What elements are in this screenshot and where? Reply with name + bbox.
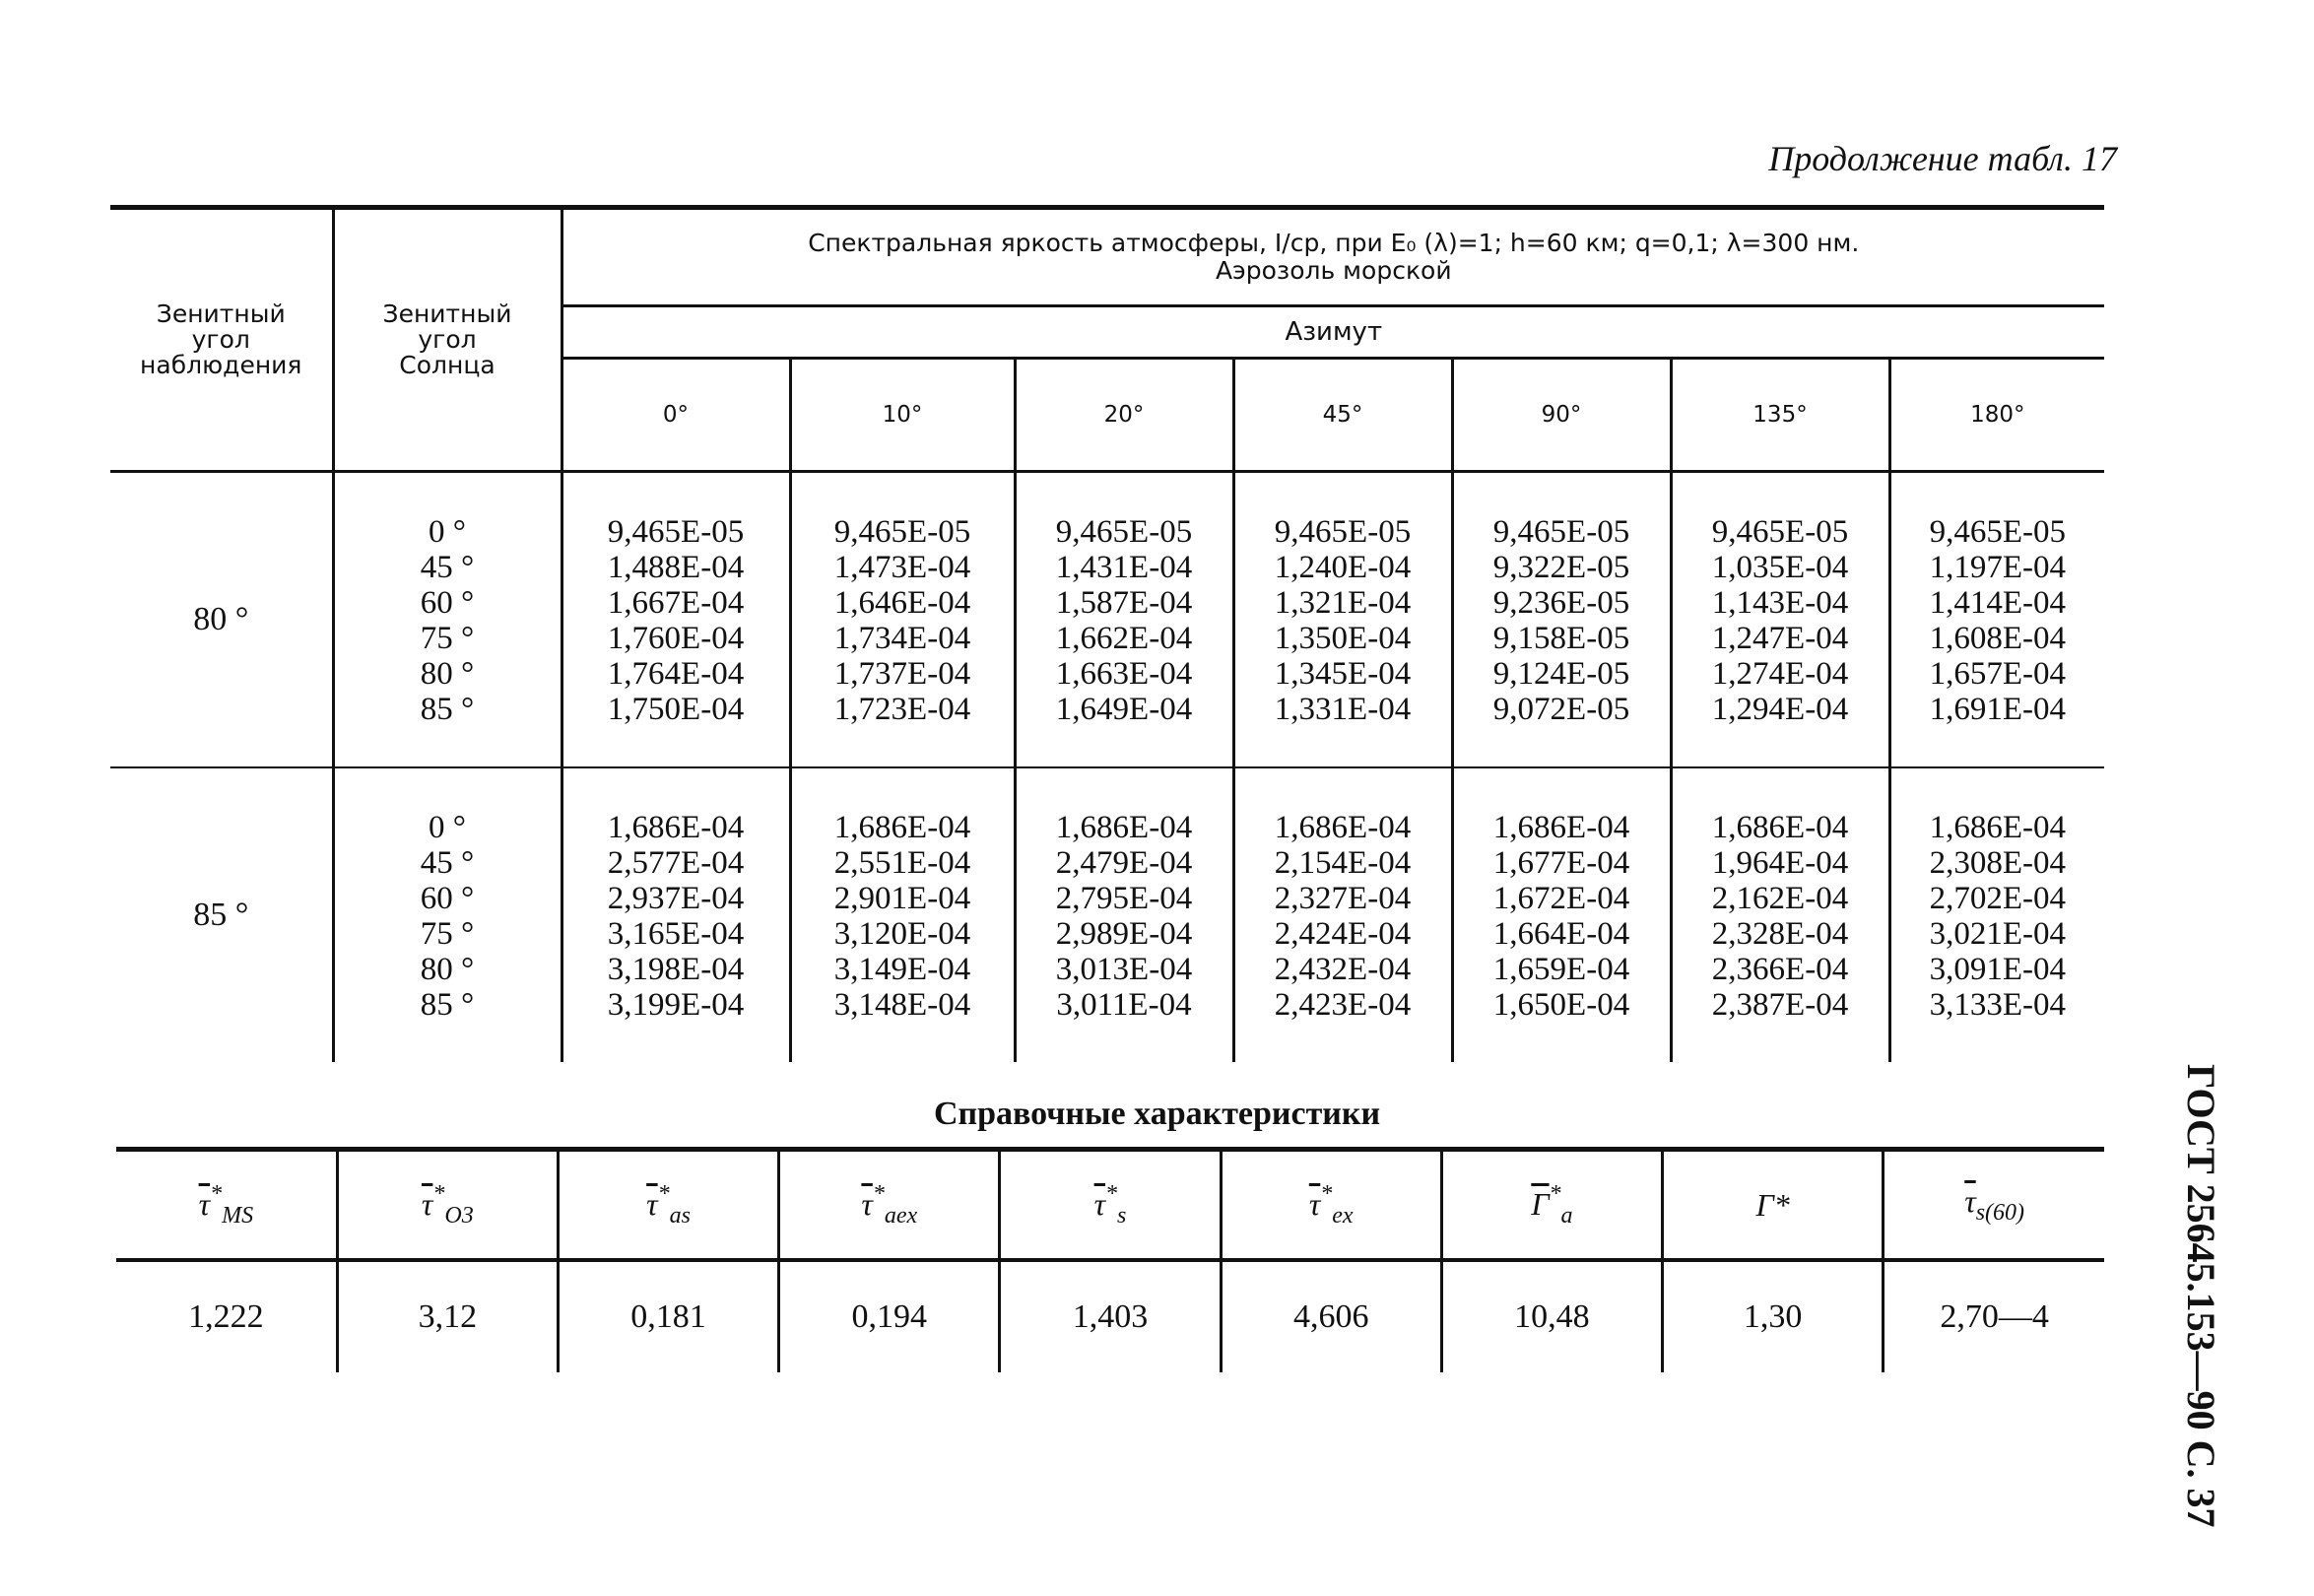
brightness-value: 2,423E-04 xyxy=(1274,987,1412,1023)
brightness-value: 3,120E-04 xyxy=(833,916,971,952)
reference-symbol: $\overline{\tau}$ xyxy=(198,1185,211,1222)
spectral-title-line1: Спектральная яркость атмосферы, I/ср, при E₀ (λ)=1; h=60 км; q=0,1; λ=300 нм. xyxy=(808,229,1860,257)
sun-angle-list xyxy=(333,768,562,1062)
brightness-value: 2,308E-04 xyxy=(1929,845,2066,881)
value-column xyxy=(562,472,790,768)
value-column xyxy=(1671,472,1889,768)
brightness-value: 1,734E-04 xyxy=(833,621,971,656)
brightness-value: 3,165E-04 xyxy=(607,916,745,952)
reference-symbol-sub: s(60) xyxy=(1975,1200,2025,1226)
spectral-brightness-table xyxy=(110,205,2104,1062)
reference-symbol-sup: * xyxy=(657,1180,670,1207)
reference-symbol: $\overline{\tau}$ xyxy=(861,1185,873,1222)
azimuth-col-header: 180° xyxy=(1889,359,2104,472)
azimuth-col-header: 10° xyxy=(790,359,1015,472)
brightness-value: 1,686E-04 xyxy=(1274,810,1412,845)
brightness-value: 1,294E-04 xyxy=(1711,692,1849,727)
brightness-value: 3,149E-04 xyxy=(833,952,971,987)
brightness-value: 9,465E-05 xyxy=(1055,514,1193,550)
spectral-title xyxy=(562,208,2104,306)
brightness-value: 1,331E-04 xyxy=(1274,692,1412,727)
brightness-value: 1,247E-04 xyxy=(1711,621,1849,656)
brightness-value: 2,432E-04 xyxy=(1274,952,1412,987)
brightness-value: 3,133E-04 xyxy=(1929,987,2066,1023)
value-column xyxy=(790,472,1015,768)
brightness-value: 2,328E-04 xyxy=(1711,916,1849,952)
value-column xyxy=(790,768,1015,1062)
brightness-value: 2,937E-04 xyxy=(607,881,745,916)
brightness-value: 1,750E-04 xyxy=(607,692,745,727)
sun-angle: 75 ° xyxy=(420,916,475,952)
reference-symbol: Γ* xyxy=(1755,1186,1790,1223)
sun-angle: 0 ° xyxy=(429,810,466,845)
brightness-value: 2,424E-04 xyxy=(1274,916,1412,952)
reference-value: 4,606 xyxy=(1221,1260,1441,1372)
value-column xyxy=(1015,472,1233,768)
reference-symbol: $\overline{\tau}$ xyxy=(646,1185,658,1222)
sun-angle: 45 ° xyxy=(420,550,475,585)
reference-symbol: $\overline{\tau}$ xyxy=(1964,1183,1976,1219)
reference-header xyxy=(1221,1150,1441,1261)
reference-header xyxy=(337,1150,558,1261)
brightness-value: 1,649E-04 xyxy=(1055,692,1193,727)
brightness-value: 2,795E-04 xyxy=(1055,881,1193,916)
azimuth-col-header: 0° xyxy=(562,359,790,472)
brightness-value: 1,473E-04 xyxy=(833,550,971,585)
brightness-value: 1,608E-04 xyxy=(1929,621,2066,656)
observation-angle: 80 ° xyxy=(110,472,333,768)
sun-angle: 85 ° xyxy=(420,987,475,1023)
value-column xyxy=(562,768,790,1062)
brightness-value: 3,198E-04 xyxy=(607,952,745,987)
brightness-value: 2,162E-04 xyxy=(1711,881,1849,916)
reference-value: 3,12 xyxy=(337,1260,558,1372)
brightness-value: 1,274E-04 xyxy=(1711,656,1849,692)
brightness-value: 1,646E-04 xyxy=(833,585,971,621)
brightness-value: 1,663E-04 xyxy=(1055,656,1193,692)
brightness-value: 9,465E-05 xyxy=(1274,514,1412,550)
brightness-value: 1,760E-04 xyxy=(607,621,745,656)
brightness-value: 3,199E-04 xyxy=(607,987,745,1023)
brightness-value: 3,013E-04 xyxy=(1055,952,1193,987)
brightness-value: 9,322E-05 xyxy=(1492,550,1630,585)
brightness-value: 1,664E-04 xyxy=(1492,916,1630,952)
brightness-value: 2,479E-04 xyxy=(1055,845,1193,881)
reference-symbol: $\overline{\tau}$ xyxy=(1093,1185,1106,1222)
sun-angle: 80 ° xyxy=(420,952,475,987)
table-continuation-caption: Продолжение табл. 17 xyxy=(1768,139,2117,178)
reference-value: 2,70—4 xyxy=(1940,1298,2049,1335)
observation-angle: 85 ° xyxy=(110,768,333,1062)
azimuth-col-header: 20° xyxy=(1015,359,1233,472)
brightness-value: 1,686E-04 xyxy=(1492,810,1630,845)
reference-header xyxy=(1441,1150,1662,1261)
brightness-value: 1,659E-04 xyxy=(1492,952,1630,987)
brightness-value: 1,686E-04 xyxy=(1929,810,2066,845)
reference-symbol-sub: aex xyxy=(884,1202,918,1229)
reference-symbol-sup: * xyxy=(1320,1180,1333,1207)
brightness-value: 1,686E-04 xyxy=(833,810,971,845)
sun-angle: 75 ° xyxy=(420,621,475,656)
value-column xyxy=(1452,472,1671,768)
brightness-value: 2,327E-04 xyxy=(1274,881,1412,916)
brightness-value: 1,431E-04 xyxy=(1055,550,1193,585)
reference-symbol-sup: * xyxy=(872,1180,885,1207)
brightness-value: 3,011E-04 xyxy=(1056,987,1192,1023)
azimuth-col-header: 45° xyxy=(1233,359,1452,472)
reference-header xyxy=(1663,1150,1884,1261)
brightness-value: 1,686E-04 xyxy=(1055,810,1193,845)
reference-value: 1,222 xyxy=(116,1260,337,1372)
brightness-value: 3,021E-04 xyxy=(1929,916,2066,952)
reference-header xyxy=(116,1150,337,1261)
brightness-value: 3,091E-04 xyxy=(1929,952,2066,987)
brightness-value: 1,345E-04 xyxy=(1274,656,1412,692)
sun-angle: 80 ° xyxy=(420,656,475,692)
brightness-value: 1,964E-04 xyxy=(1711,845,1849,881)
brightness-value: 1,723E-04 xyxy=(833,692,971,727)
brightness-value: 2,551E-04 xyxy=(833,845,971,881)
brightness-value: 1,686E-04 xyxy=(607,810,745,845)
brightness-value: 9,465E-05 xyxy=(607,514,745,550)
reference-value: 1,403 xyxy=(1000,1260,1221,1372)
brightness-value: 2,366E-04 xyxy=(1711,952,1849,987)
reference-symbol-sub: O3 xyxy=(444,1202,474,1229)
brightness-value: 1,197E-04 xyxy=(1929,550,2066,585)
reference-value: 0,194 xyxy=(779,1260,1000,1372)
sun-angle: 60 ° xyxy=(420,585,475,621)
reference-value: 1,30 xyxy=(1663,1260,1884,1372)
brightness-value: 1,667E-04 xyxy=(607,585,745,621)
reference-value: 10,48 xyxy=(1441,1260,1662,1372)
reference-header xyxy=(779,1150,1000,1261)
brightness-value: 1,691E-04 xyxy=(1929,692,2066,727)
reference-symbol-sub: MS xyxy=(222,1202,254,1229)
brightness-value: 9,465E-05 xyxy=(1492,514,1630,550)
col-header-sun-zenith xyxy=(333,208,562,472)
brightness-value: 1,672E-04 xyxy=(1492,881,1630,916)
brightness-value: 9,465E-05 xyxy=(833,514,971,550)
azimuth-col-header: 90° xyxy=(1452,359,1671,472)
brightness-value: 1,587E-04 xyxy=(1055,585,1193,621)
azimuth-col-header: 135° xyxy=(1671,359,1889,472)
reference-header xyxy=(558,1150,778,1261)
reference-symbol-sub: s xyxy=(1117,1202,1127,1229)
brightness-value: 1,686E-04 xyxy=(1711,810,1849,845)
brightness-value: 9,158E-05 xyxy=(1492,621,1630,656)
value-column xyxy=(1889,768,2104,1062)
reference-symbol: $\overline{\tau}$ xyxy=(421,1185,433,1222)
brightness-value: 1,737E-04 xyxy=(833,656,971,692)
reference-header xyxy=(1884,1150,2104,1261)
value-column xyxy=(1889,472,2104,768)
reference-symbol-sup: * xyxy=(432,1180,445,1207)
reference-symbol-sup: * xyxy=(1105,1180,1118,1207)
col-header-observation-zenith xyxy=(110,208,333,472)
sun-angle: 0 ° xyxy=(429,514,466,550)
sun-angle: 85 ° xyxy=(420,692,475,727)
reference-symbol-sup: * xyxy=(210,1180,223,1207)
brightness-value: 1,677E-04 xyxy=(1492,845,1630,881)
sun-angle: 45 ° xyxy=(420,845,475,881)
value-column xyxy=(1233,768,1452,1062)
value-column xyxy=(1671,768,1889,1062)
reference-symbol-sup: * xyxy=(1549,1180,1561,1207)
brightness-value: 3,148E-04 xyxy=(833,987,971,1023)
value-column xyxy=(1233,472,1452,768)
col-header-sun-zenith-text: Зенитный угол Солнца xyxy=(382,299,512,379)
reference-symbol-sub: as xyxy=(669,1202,691,1229)
brightness-value: 2,387E-04 xyxy=(1711,987,1849,1023)
brightness-value: 2,989E-04 xyxy=(1055,916,1193,952)
brightness-value: 1,143E-04 xyxy=(1711,585,1849,621)
brightness-value: 9,072E-05 xyxy=(1492,692,1630,727)
brightness-value: 2,577E-04 xyxy=(607,845,745,881)
value-column xyxy=(1015,768,1233,1062)
reference-symbol-sub: ex xyxy=(1332,1202,1354,1229)
reference-title: Справочные характеристики xyxy=(933,1096,1381,1132)
brightness-value: 9,124E-05 xyxy=(1492,656,1630,692)
brightness-value: 9,465E-05 xyxy=(1929,514,2066,550)
reference-symbol: $\overline{\Gamma}$ xyxy=(1531,1185,1550,1222)
brightness-value: 1,488E-04 xyxy=(607,550,745,585)
brightness-value: 1,657E-04 xyxy=(1929,656,2066,692)
reference-value: 0,181 xyxy=(558,1260,778,1372)
gost-side-label: ГОСТ 25645.153—90 С. 37 xyxy=(2179,1064,2223,1528)
brightness-value: 2,154E-04 xyxy=(1274,845,1412,881)
brightness-value: 1,035E-04 xyxy=(1711,550,1849,585)
value-column xyxy=(1452,768,1671,1062)
reference-table xyxy=(116,1147,2104,1372)
brightness-value: 9,236E-05 xyxy=(1492,585,1630,621)
brightness-value: 9,465E-05 xyxy=(1711,514,1849,550)
brightness-value: 1,650E-04 xyxy=(1492,987,1630,1023)
brightness-value: 2,702E-04 xyxy=(1929,881,2066,916)
group-row xyxy=(110,768,2104,1062)
brightness-value: 1,764E-04 xyxy=(607,656,745,692)
brightness-value: 1,240E-04 xyxy=(1274,550,1412,585)
brightness-value: 2,901E-04 xyxy=(833,881,971,916)
group-row xyxy=(110,472,2104,768)
brightness-value: 1,414E-04 xyxy=(1929,585,2066,621)
sun-angle-list xyxy=(333,472,562,768)
azimuth-header: Азимут xyxy=(562,306,2104,359)
sun-angle: 60 ° xyxy=(420,881,475,916)
reference-symbol-sub: a xyxy=(1560,1202,1573,1229)
col-header-observation-zenith-text: Зенитный угол наблюдения xyxy=(140,299,302,379)
brightness-value: 1,350E-04 xyxy=(1274,621,1412,656)
brightness-value: 1,321E-04 xyxy=(1274,585,1412,621)
brightness-value: 1,662E-04 xyxy=(1055,621,1193,656)
spectral-title-line2: Аэрозоль морской xyxy=(1215,256,1452,285)
reference-header xyxy=(1000,1150,1221,1261)
reference-symbol: $\overline{\tau}$ xyxy=(1308,1185,1321,1222)
